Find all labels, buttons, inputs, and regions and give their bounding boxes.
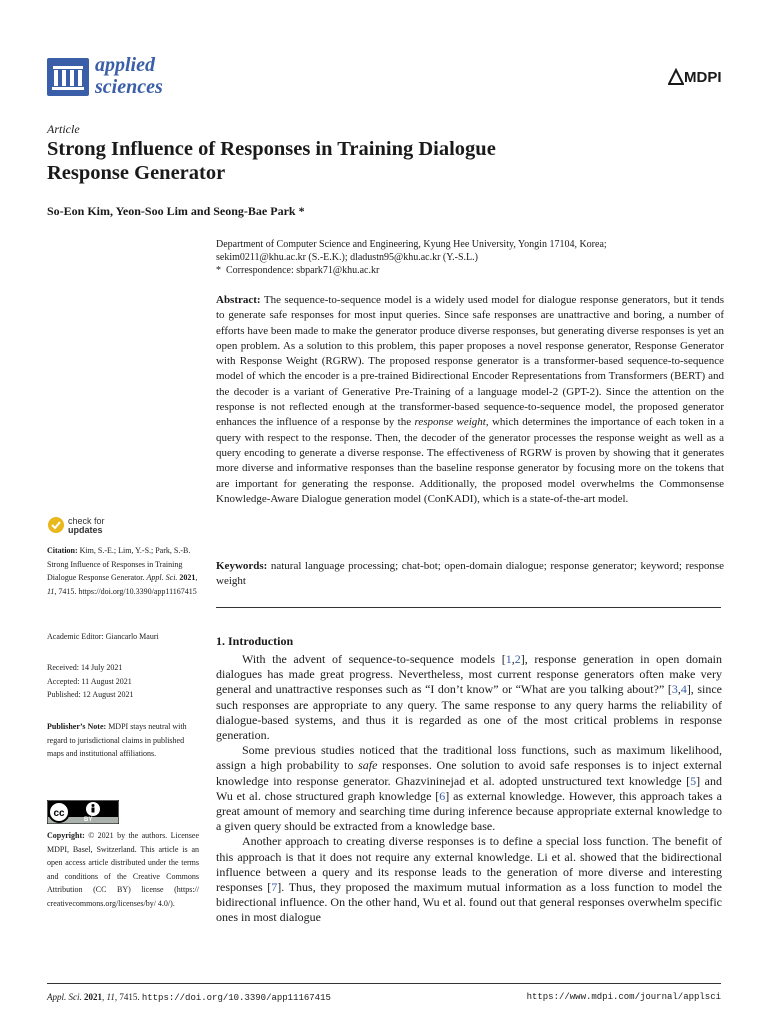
authors: So-Eon Kim, Yeon-Soo Lim and Seong-Bae Park *	[47, 204, 305, 218]
academic-editor: Academic Editor: Giancarlo Mauri	[47, 632, 159, 641]
page-title	[47, 137, 687, 185]
copyright-block: Copyright: © 2021 by the authors. Licensee MDPI, Basel, Switzerland. This article is an open access article distributed under the terms and conditions of the Creative Commons Attribution (CC BY) license (https:// creativecommons.org/licenses/by/ 4.0/).	[47, 831, 200, 908]
journal-name-line1: applied	[95, 54, 155, 76]
check-for-updates-button[interactable]: check for updates	[68, 516, 105, 535]
cc-by-label: BY	[84, 817, 93, 823]
keywords-text: natural language processing; chat-bot; open-domain dialogue; response generator; keyword; response weight	[216, 560, 724, 588]
publisher-note: Publisher’s Note: MDPI stays neutral with regard to jurisdictional claims in published maps and institutional affiliations.	[47, 722, 187, 758]
paragraph-3: Another approach to creating diverse responses is to define a special loss function. The benefit of this approach is that it does not require any external knowledge. Li et al. showed that the bidirectional influence between a query and its response leads to the generation of more diverse and interesting responses [7]. Thus, they proposed the maximum mutual information as a loss function to model the bidirectional influence. On the other hand, Wu et al. found out that general responses overwhelm specific ones in most dialogue	[216, 834, 722, 925]
section-heading: 1. Introduction	[216, 634, 294, 648]
footer-journal-url[interactable]: https://www.mdpi.com/journal/applsci	[526, 992, 721, 1002]
citation-block: Citation: Kim, S.-E.; Lim, Y.-S.; Park, S.-B. Strong Influence of Responses in Training Dialogue Response Generator. Appl. Sci. 2021, 11, 7415. https://doi.org/10.3390/app11167415	[47, 546, 198, 596]
affiliation-line1: Department of Computer Science and Engineering, Kyung Hee University, Yongin 17104, Korea;	[216, 239, 607, 250]
section-body	[216, 652, 722, 926]
abstract-text-a: The sequence-to-sequence model is a widely used model for dialogue response generators, but it tends to generate safe responses for most input queries. Since safe responses are unattractive and boring, a number of efforts have been made to make the generator produce diverse responses, but generating diverse responses is yet an open problem. As a solution to this problem, this paper proposes a novel response generator, Response Generator with Response Weight (RGRW). The proposed response generator is a transformer-based sequence-to-sequence model of which the encoder is a pre-trained Bidirectional Encoder Representations from Transformers (BERT) and the decoder is a variant of Generative Pre-Training of a language model-2 (GPT-2). Since the attention on the response is not reflected enough at the transformer-based sequence-to-sequence model, the proposed generator enhances the influence of a response by the	[216, 294, 724, 429]
citation-link[interactable]: 3	[671, 682, 678, 697]
title-line1: Strong Influence of Responses in Training Dialogue	[47, 138, 496, 160]
svg-text:cc: cc	[53, 808, 65, 819]
dates-block	[47, 661, 199, 702]
journal-name	[95, 54, 163, 98]
citation-link[interactable]: 6	[439, 788, 446, 803]
article-type: Article	[47, 122, 80, 136]
citation-doi-link[interactable]: , 7415. https://doi.org/10.3390/app11167415	[54, 586, 197, 596]
received-date: Received: 14 July 2021	[47, 663, 123, 672]
affiliation-emails: sekim0211@khu.ac.kr (S.-E.K.); dladustn95@khu.ac.kr (Y.-S.L.)	[216, 252, 478, 263]
journal-logo	[47, 58, 89, 96]
journal-name-line2: sciences	[95, 76, 163, 98]
citation-link[interactable]: 5	[690, 773, 697, 788]
mdpi-logo-icon	[668, 68, 684, 91]
keywords	[216, 559, 724, 590]
citation-link[interactable]: 2	[514, 652, 521, 666]
footer-divider	[47, 983, 721, 984]
affiliation	[216, 238, 724, 277]
title-line2: Response Generator	[47, 162, 226, 184]
published-date: Published: 12 August 2021	[47, 690, 134, 699]
cc-license-icon[interactable]	[47, 800, 119, 824]
section-divider	[216, 607, 721, 608]
check-for-updates-icon[interactable]	[47, 516, 65, 539]
abstract-italic: response weight	[414, 416, 486, 429]
publisher-logo-text: MDPI	[684, 69, 722, 86]
citation-link[interactable]: 1	[505, 652, 512, 666]
citation-link[interactable]: 4	[680, 682, 687, 697]
footer-doi-link[interactable]: https://doi.org/10.3390/app11167415	[141, 993, 331, 1003]
citation-link[interactable]: 7	[271, 880, 278, 895]
accepted-date: Accepted: 11 August 2021	[47, 676, 132, 686]
abstract	[216, 293, 724, 507]
footer-citation: Appl. Sci. 2021, 11, 7415. https://doi.org/10.3390/app11167415	[47, 992, 331, 1003]
paragraph-2: Some previous studies noticed that the traditional loss functions, such as maximum likelihood, assign a high probability to safe responses. One solution to avoid safe responses is to inject external knowledge into response generator. Ghazvininejad et al. adopted unstructured text knowledge [5] and Wu et al. chose structured graph knowledge [6] as external knowledge. However, this approach takes a great amount of memory and searching time during inference because appropriate external knowledge to a given query should be extracted from a knowledge base.	[216, 743, 723, 834]
abstract-label: Abstract:	[216, 294, 261, 306]
correspondence: * Correspondence: sbpark71@khu.ac.kr	[216, 265, 380, 276]
paragraph-1: With the advent of sequence-to-sequence models [1,2], response generation in open domain dialogues has made great progress. Nevertheless, most current response generators often make very general and unattractive responses such as “I don’t know” or “What are you talking about?” [3,4], since such responses are appropriate to any query. The same response to any query harms the reliability of dialogue-based systems, and thus it is regarded as one of the most critical problems in response generation.	[216, 652, 723, 743]
keywords-label: Keywords:	[216, 560, 268, 572]
abstract-text-b: , which determines the importance of each token in a query with respect to the response. Then, the decoder of the generator processes the response weight as well as a query encoding to generate a diverse response. The effectiveness of RGRW is proven by showing that it generates more diverse and informative responses than the baseline response generator by focusing more on the tokens that are important for generating the response. Additionally, the proposed model overwhelms the Commonsense Knowledge-Aware Dialogue generation model (ConKADI), which is a state-of-the-art model.	[216, 416, 725, 505]
